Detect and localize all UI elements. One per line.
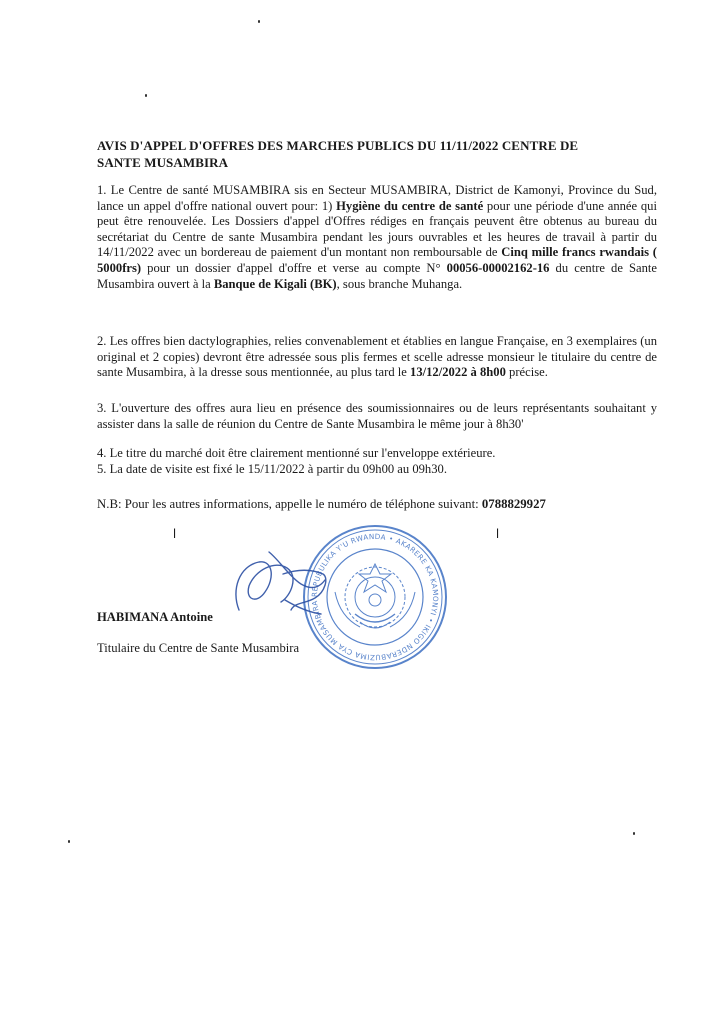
paragraph-3: 3. L'ouverture des offres aura lieu en présence des soumissionnaires ou de leurs représentants souhaitant y assister dans la salle de réunion du Centre de Sante Musambira le même jour à 8h30' bbox=[97, 401, 657, 431]
scan-speck: ǀ bbox=[496, 527, 500, 542]
p1-bold-3: 00056-00002162-16 bbox=[446, 260, 550, 275]
signatory-title: Titulaire du Centre de Sante Musambira bbox=[97, 641, 300, 655]
paragraph-5: 5. La date de visite est fixé le 15/11/2022 à partir du 09h00 au 09h30. bbox=[97, 462, 447, 476]
paragraph-2 bbox=[97, 334, 657, 381]
p2-text-2: précise. bbox=[505, 365, 548, 380]
scan-speck bbox=[633, 832, 635, 835]
scan-speck: ǀ bbox=[173, 527, 177, 542]
signatory-name: HABIMANA Antoine bbox=[97, 610, 213, 624]
p1-text-4: du centre de Sante Musambira ouvert à la bbox=[97, 260, 657, 291]
scan-speck bbox=[68, 840, 70, 843]
p1-bold-4: Banque de Kigali (BK) bbox=[213, 276, 337, 291]
scan-speck bbox=[258, 20, 260, 23]
p2-text-1: 2. Les offres bien dactylographies, relies convenablement et établies en langue Française, en 3 exemplaires (un original et 2 copies) devront être adressée sous plis fermes et scelle adresse monsieur le titulaire du centre de sante Musambira, à la dresse sous mentionnée, au plus tard le bbox=[97, 334, 657, 380]
scan-speck bbox=[145, 94, 147, 97]
nb-text: N.B: Pour les autres informations, appelle le numéro de téléphone suivant: bbox=[97, 497, 482, 511]
p1-bold-1: Hygiène du centre de santé bbox=[336, 198, 484, 213]
paragraph-4: 4. Le titre du marché doit être clairement mentionné sur l'enveloppe extérieure. bbox=[97, 446, 496, 460]
p1-text-2: pour une période d'une année qui peut être renouvelée. Les Dossiers d'appel d'Offres rédiges en français peuvent être obtenus au bureau du secrétariat du Centre de sante Musambira pendant les jours ouvrables et les heures de travail à partir du 14/11/2022 avec un bordereau de paiement d'un montant non remboursable de bbox=[97, 198, 657, 260]
p1-text-3: pour un dossier d'appel d'offre et verse au compte N° bbox=[141, 260, 447, 275]
paragraph-1 bbox=[97, 183, 657, 292]
phone-number: 0788829927 bbox=[481, 497, 546, 511]
p1-text-1: 1. Le Centre de santé MUSAMBIRA sis en Secteur MUSAMBIRA, District de Kamonyi, Province du Sud, lance un appel d'offre national ouvert pour: 1) bbox=[97, 183, 657, 213]
handwritten-signature bbox=[225, 540, 335, 630]
nb-note bbox=[97, 497, 657, 513]
stamp-ring-text: REPUBULIKA Y'U RWANDA • AKARERE KA KAMONYI • IKIGO NDERABUZIMA CYA MUSAMBIRA bbox=[309, 531, 441, 663]
page-title bbox=[97, 137, 657, 171]
p1-text-5: , sous branche Muhanga. bbox=[336, 276, 463, 291]
title-line-2: SANTE MUSAMBIRA bbox=[97, 155, 229, 170]
p2-bold-1: 13/12/2022 à 8h00 bbox=[410, 365, 506, 380]
p1-bold-2: Cinq mille francs rwandais ( 5000frs) bbox=[97, 245, 657, 275]
title-line-1: AVIS D'APPEL D'OFFRES DES MARCHES PUBLICS DU 11/11/2022 CENTRE DE bbox=[97, 138, 579, 153]
